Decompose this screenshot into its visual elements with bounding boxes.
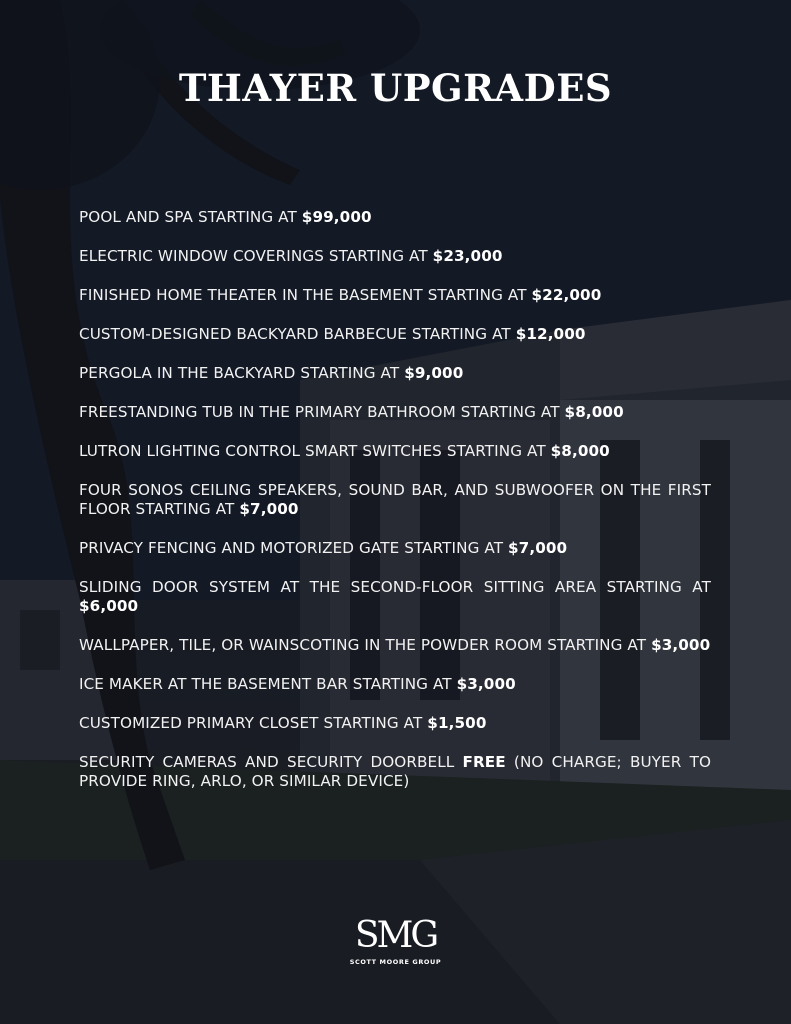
list-item: CUSTOMIZED PRIMARY CLOSET STARTING AT $1,500 [79, 714, 487, 732]
logo-mark: SMG [354, 915, 437, 956]
list-item: POOL AND SPA STARTING AT $99,000 [79, 208, 372, 226]
list-item: FREESTANDING TUB IN THE PRIMARY BATHROOM STARTING AT $8,000 [79, 403, 624, 421]
list-item: LUTRON LIGHTING CONTROL SMART SWITCHES STARTING AT $8,000 [79, 442, 610, 460]
list-item: PERGOLA IN THE BACKYARD STARTING AT $9,000 [79, 364, 464, 382]
list-item: ICE MAKER AT THE BASEMENT BAR STARTING AT $3,000 [79, 675, 516, 693]
upgrades-list [79, 208, 711, 811]
list-item: CUSTOM-DESIGNED BACKYARD BARBECUE STARTING AT $12,000 [79, 325, 586, 343]
page-title: THAYER UPGRADES [178, 66, 613, 110]
smg-logo [0, 916, 791, 966]
list-item: SECURITY CAMERAS AND SECURITY DOORBELL FREE (NO CHARGE; BUYER TO PROVIDE RING, ARLO, OR SIMILAR DEVICE) [79, 753, 712, 790]
list-item: ELECTRIC WINDOW COVERINGS STARTING AT $23,000 [79, 247, 503, 265]
logo-company-name: SCOTT MOORE GROUP [349, 958, 442, 966]
list-item: SLIDING DOOR SYSTEM AT THE SECOND-FLOOR SITTING AREA STARTING AT $6,000 [79, 578, 711, 615]
list-item: FINISHED HOME THEATER IN THE BASEMENT STARTING AT $22,000 [79, 286, 602, 304]
list-item: PRIVACY FENCING AND MOTORIZED GATE STARTING AT $7,000 [79, 539, 568, 557]
list-item: FOUR SONOS CEILING SPEAKERS, SOUND BAR, AND SUBWOOFER ON THE FIRST FLOOR STARTING AT $7,000 [79, 481, 711, 518]
list-item: WALLPAPER, TILE, OR WAINSCOTING IN THE POWDER ROOM STARTING AT $3,000 [79, 636, 711, 654]
